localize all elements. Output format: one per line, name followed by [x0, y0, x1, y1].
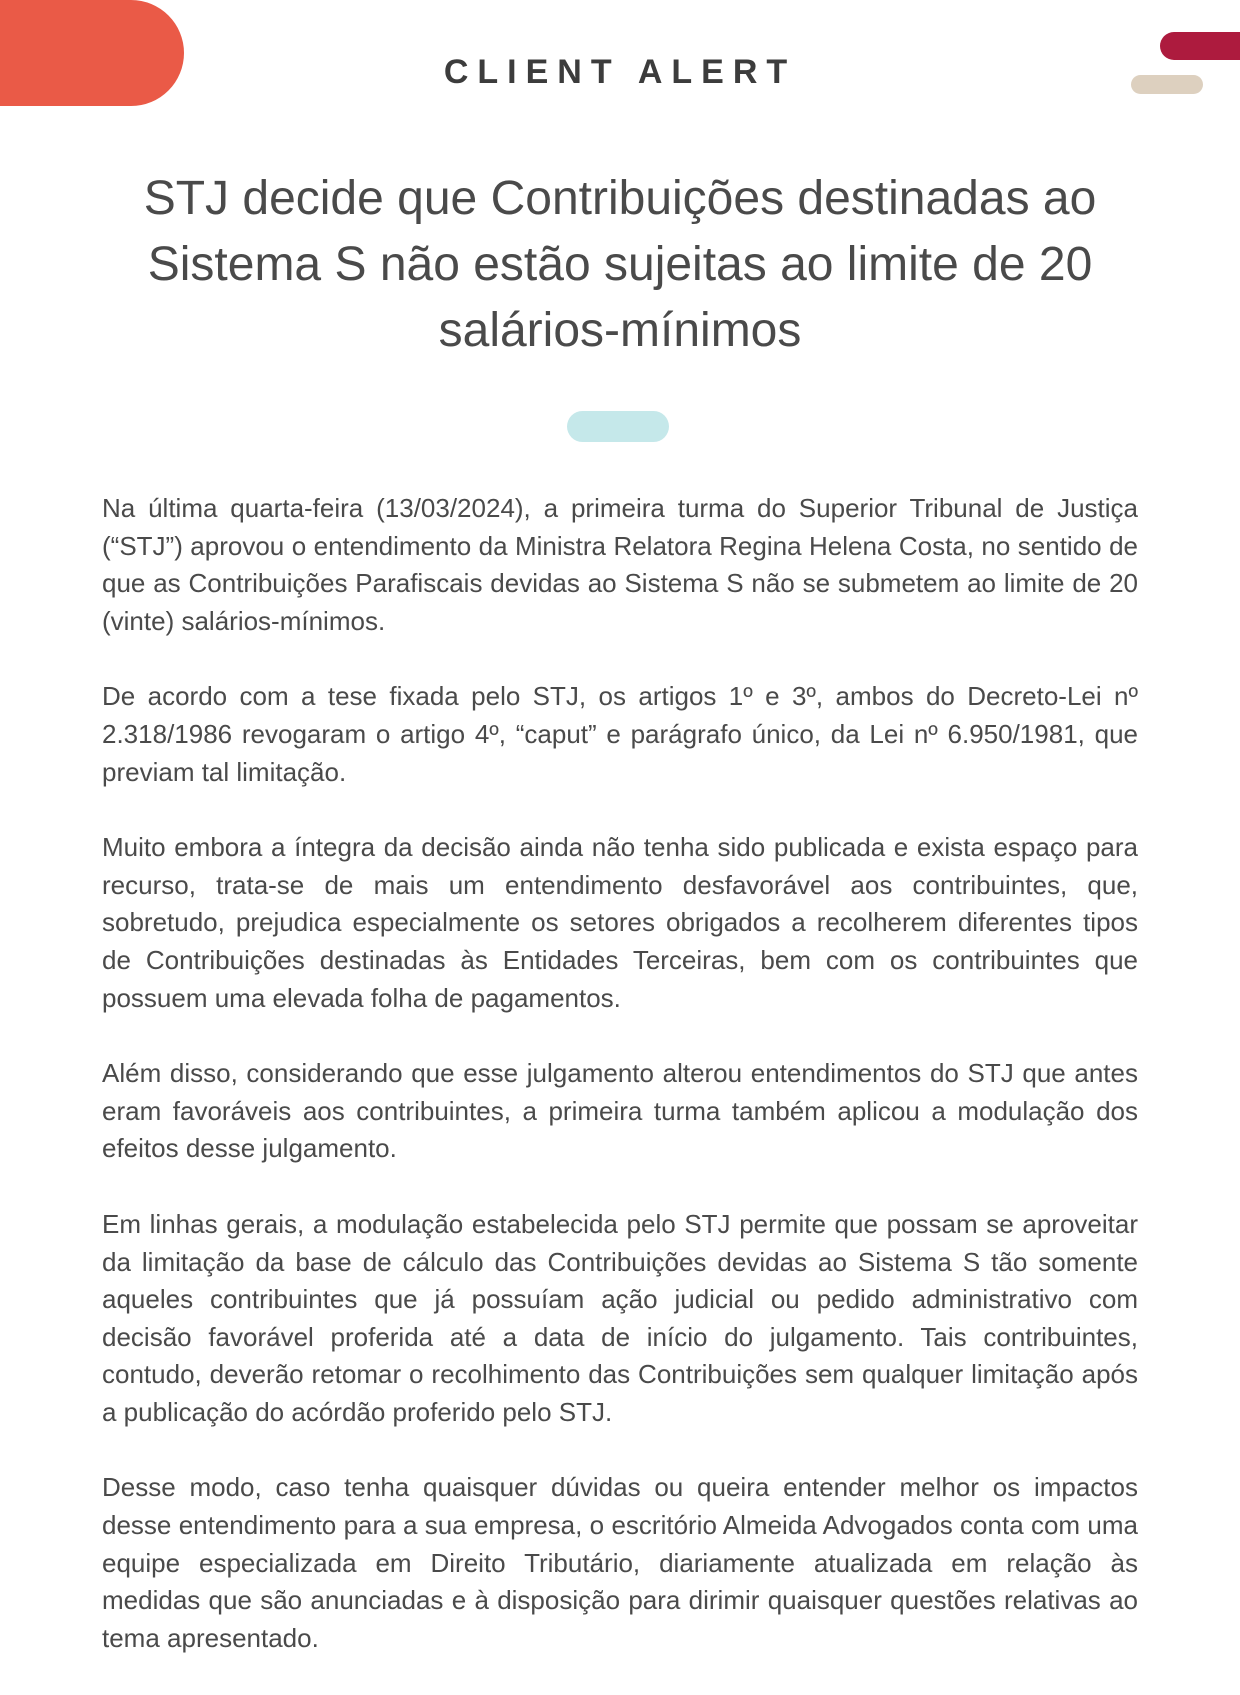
- paragraph-thesis: De acordo com a tese fixada pelo STJ, os artigos 1º e 3º, ambos do Decreto-Lei nº 2.318/1986 revogaram o artigo 4º, “caput” e parágrafo único, da Lei nº 6.950/1981, que previam tal limitação.: [102, 681, 1138, 787]
- paragraph-modulation: Além disso, considerando que esse julgamento alterou entendimentos do STJ que antes eram favoráveis aos contribuintes, a primeira turma também aplicou a modulação dos efeitos desse julgamento.: [102, 1058, 1138, 1164]
- paragraph-impact: Muito embora a íntegra da decisão ainda não tenha sido publicada e exista espaço para recurso, trata-se de mais um entendimento desfavorável aos contribuintes, que, sobretudo, prejudica especialmente os setores obrigados a recolherem diferentes tipos de Contribuições destinadas às Entidades Terceiras, bem com os contribuintes que possuem uma elevada folha de pagamentos.: [102, 832, 1138, 1013]
- article-body: [102, 490, 1138, 1695]
- client-alert-header: CLIENT ALERT: [443, 53, 797, 91]
- paragraph-contact: Desse modo, caso tenha quaisquer dúvidas ou queira entender melhor os impactos desse entendimento para a sua empresa, o escritório Almeida Advogados conta com uma equipe especializada em Direito Tributário, diariamente atualizada em relação às medidas que são anunciadas e à disposição para dirimir quaisquer questões relativas ao tema apresentado.: [102, 1472, 1138, 1653]
- paragraph-decision: Na última quarta-feira (13/03/2024), a primeira turma do Superior Tribunal de Justiça (“STJ”) aprovou o entendimento da Ministra Relatora Regina Helena Costa, no sentido de que as Contribuições Parafiscais devidas ao Sistema S não se submetem ao limite de 20 (vinte) salários-mínimos.: [102, 493, 1138, 636]
- title-divider: [567, 411, 669, 442]
- article-title: STJ decide que Contribuições destinadas ao Sistema S não estão sujeitas ao limite de 20 salários-mínimos: [143, 172, 1097, 357]
- paragraph-modulation-details: Em linhas gerais, a modulação estabelecida pelo STJ permite que possam se aproveitar da limitação da base de cálculo das Contribuições devidas ao Sistema S tão somente aqueles contribuintes que já possuíam ação judicial ou pedido administrativo com decisão favorável proferida até a data de início do julgamento. Tais contribuintes, contudo, deverão retomar o recolhimento das Contribuições sem qualquer limitação após a publicação do acórdão proferido pelo STJ.: [102, 1208, 1138, 1427]
